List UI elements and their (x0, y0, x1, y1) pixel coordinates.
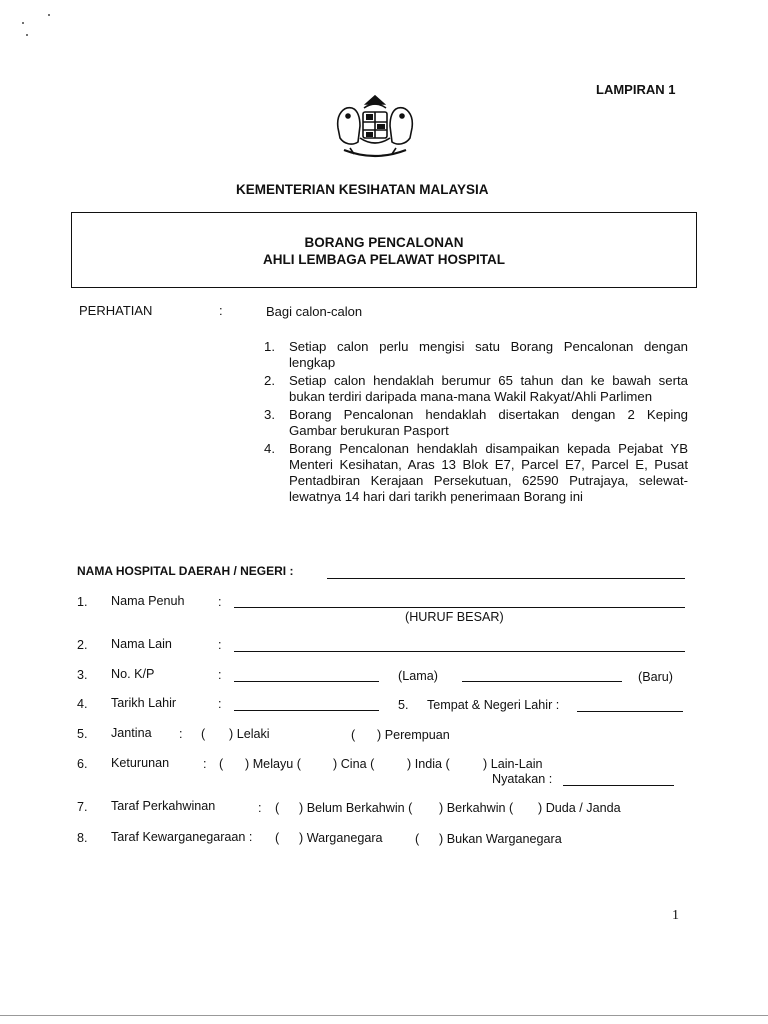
specify-field[interactable] (563, 785, 674, 786)
full-name-label: Nama Penuh (111, 594, 185, 608)
ethnicity-other-label: ) Lain-Lain (483, 757, 543, 771)
instruction-item (264, 441, 688, 505)
instruction-number: 1. (264, 339, 275, 354)
gender-label: Jantina (111, 726, 152, 740)
old-ic-label: (Lama) (398, 669, 438, 683)
field-number: 7. (77, 800, 88, 814)
gender-male-label: ) Lelaki (229, 727, 270, 741)
new-ic-field[interactable] (462, 681, 622, 682)
citizen-checkbox[interactable]: ( (275, 831, 280, 845)
full-name-field[interactable] (234, 607, 685, 608)
scan-speck (22, 22, 24, 24)
field-number: 8. (77, 831, 88, 845)
gender-female-checkbox[interactable]: ( (351, 728, 356, 742)
field-colon: : (218, 638, 222, 652)
ethnicity-label: Keturunan (111, 756, 170, 770)
instruction-number: 2. (264, 373, 275, 388)
gender-male-checkbox[interactable]: ( (201, 727, 206, 741)
field-colon: : (179, 727, 183, 741)
ethnicity-malay-checkbox[interactable]: ( (219, 757, 224, 771)
attention-label: PERHATIAN (79, 303, 153, 318)
marital-single-checkbox[interactable]: ( (275, 801, 280, 815)
citizenship-label: Taraf Kewarganegaraan : (111, 830, 253, 844)
instruction-number: 4. (264, 441, 275, 456)
field-colon: : (218, 668, 222, 682)
page-number: 1 (672, 908, 679, 923)
hospital-label: NAMA HOSPITAL DAERAH / NEGERI : (77, 564, 294, 578)
birth-date-label: Tarikh Lahir (111, 696, 177, 710)
birth-place-field[interactable] (577, 711, 683, 712)
gender-female-label: ) Perempuan (377, 728, 450, 742)
form-title-line1: BORANG PENCALONAN (304, 235, 464, 250)
attention-intro: Bagi calon-calon (266, 304, 363, 319)
lampiran-label: LAMPIRAN 1 (596, 82, 676, 97)
form-title-line2: AHLI LEMBAGA PELAWAT HOSPITAL (263, 252, 505, 267)
birth-date-field[interactable] (234, 710, 379, 711)
field-number: 5. (398, 698, 409, 712)
field-colon: : (203, 757, 207, 771)
instruction-text: Setiap calon perlu mengisi satu Borang Pencalonan dengan lengkap (289, 339, 688, 370)
other-name-label: Nama Lain (111, 637, 172, 651)
instruction-item (264, 373, 688, 405)
old-ic-field[interactable] (234, 681, 379, 682)
ethnicity-indian-label: ) India ( (407, 757, 450, 771)
instruction-text: Setiap calon hendaklah berumur 65 tahun dan ke bawah serta bukan terdiri daripada mana-mana Wakil Rakyat/Ahli Parlimen (289, 373, 688, 404)
uppercase-hint: (HURUF BESAR) (405, 610, 504, 624)
instruction-number: 3. (264, 407, 275, 422)
ic-number-label: No. K/P (111, 667, 155, 681)
bottom-divider (0, 1015, 768, 1016)
other-name-field[interactable] (234, 651, 685, 652)
marital-single-label: ) Belum Berkahwin ( (299, 801, 413, 815)
scan-speck (26, 34, 28, 36)
ethnicity-malay-label: ) Melayu ( (245, 757, 301, 771)
field-colon: : (218, 697, 222, 711)
malaysia-coat-of-arms-icon (330, 92, 420, 164)
non-citizen-checkbox[interactable]: ( (415, 832, 420, 846)
field-number: 6. (77, 757, 88, 771)
scan-speck (48, 14, 50, 16)
field-number: 3. (77, 668, 88, 682)
field-number: 2. (77, 638, 88, 652)
attention-colon: : (219, 303, 223, 318)
new-ic-label: (Baru) (638, 670, 673, 684)
marital-widowed-label: ) Duda / Janda (538, 801, 621, 815)
citizen-label: ) Warganegara (299, 831, 383, 845)
field-colon: : (218, 595, 222, 609)
field-number: 5. (77, 727, 88, 741)
field-number: 4. (77, 697, 88, 711)
instruction-item (264, 407, 688, 439)
field-number: 1. (77, 595, 88, 609)
ethnicity-chinese-label: ) Cina ( (333, 757, 375, 771)
instruction-item (264, 339, 688, 371)
hospital-field[interactable] (327, 578, 685, 579)
specify-label: Nyatakan : (492, 772, 553, 786)
field-colon: : (258, 801, 262, 815)
instruction-text: Borang Pencalonan hendaklah disampaikan kepada Pejabat YB Menteri Kesihatan, Aras 13 Blok E7, Parcel E7, Parcel E, Pusat Pentadbiran Kerajaan Persekutuan, 62590 Putrajaya, selewat-lewatnya 14 hari dari tarikh penerimaan Borang ini (289, 441, 688, 504)
non-citizen-label: ) Bukan Warganegara (439, 832, 562, 846)
instruction-text: Borang Pencalonan hendaklah disertakan dengan 2 Keping Gambar berukuran Pasport (289, 407, 688, 438)
birth-place-label: Tempat & Negeri Lahir : (427, 698, 560, 712)
title-box (71, 212, 697, 288)
marital-status-label: Taraf Perkahwinan (111, 799, 216, 813)
instruction-list (264, 339, 688, 507)
ministry-name: KEMENTERIAN KESIHATAN MALAYSIA (236, 182, 489, 197)
marital-married-label: ) Berkahwin ( (439, 801, 514, 815)
